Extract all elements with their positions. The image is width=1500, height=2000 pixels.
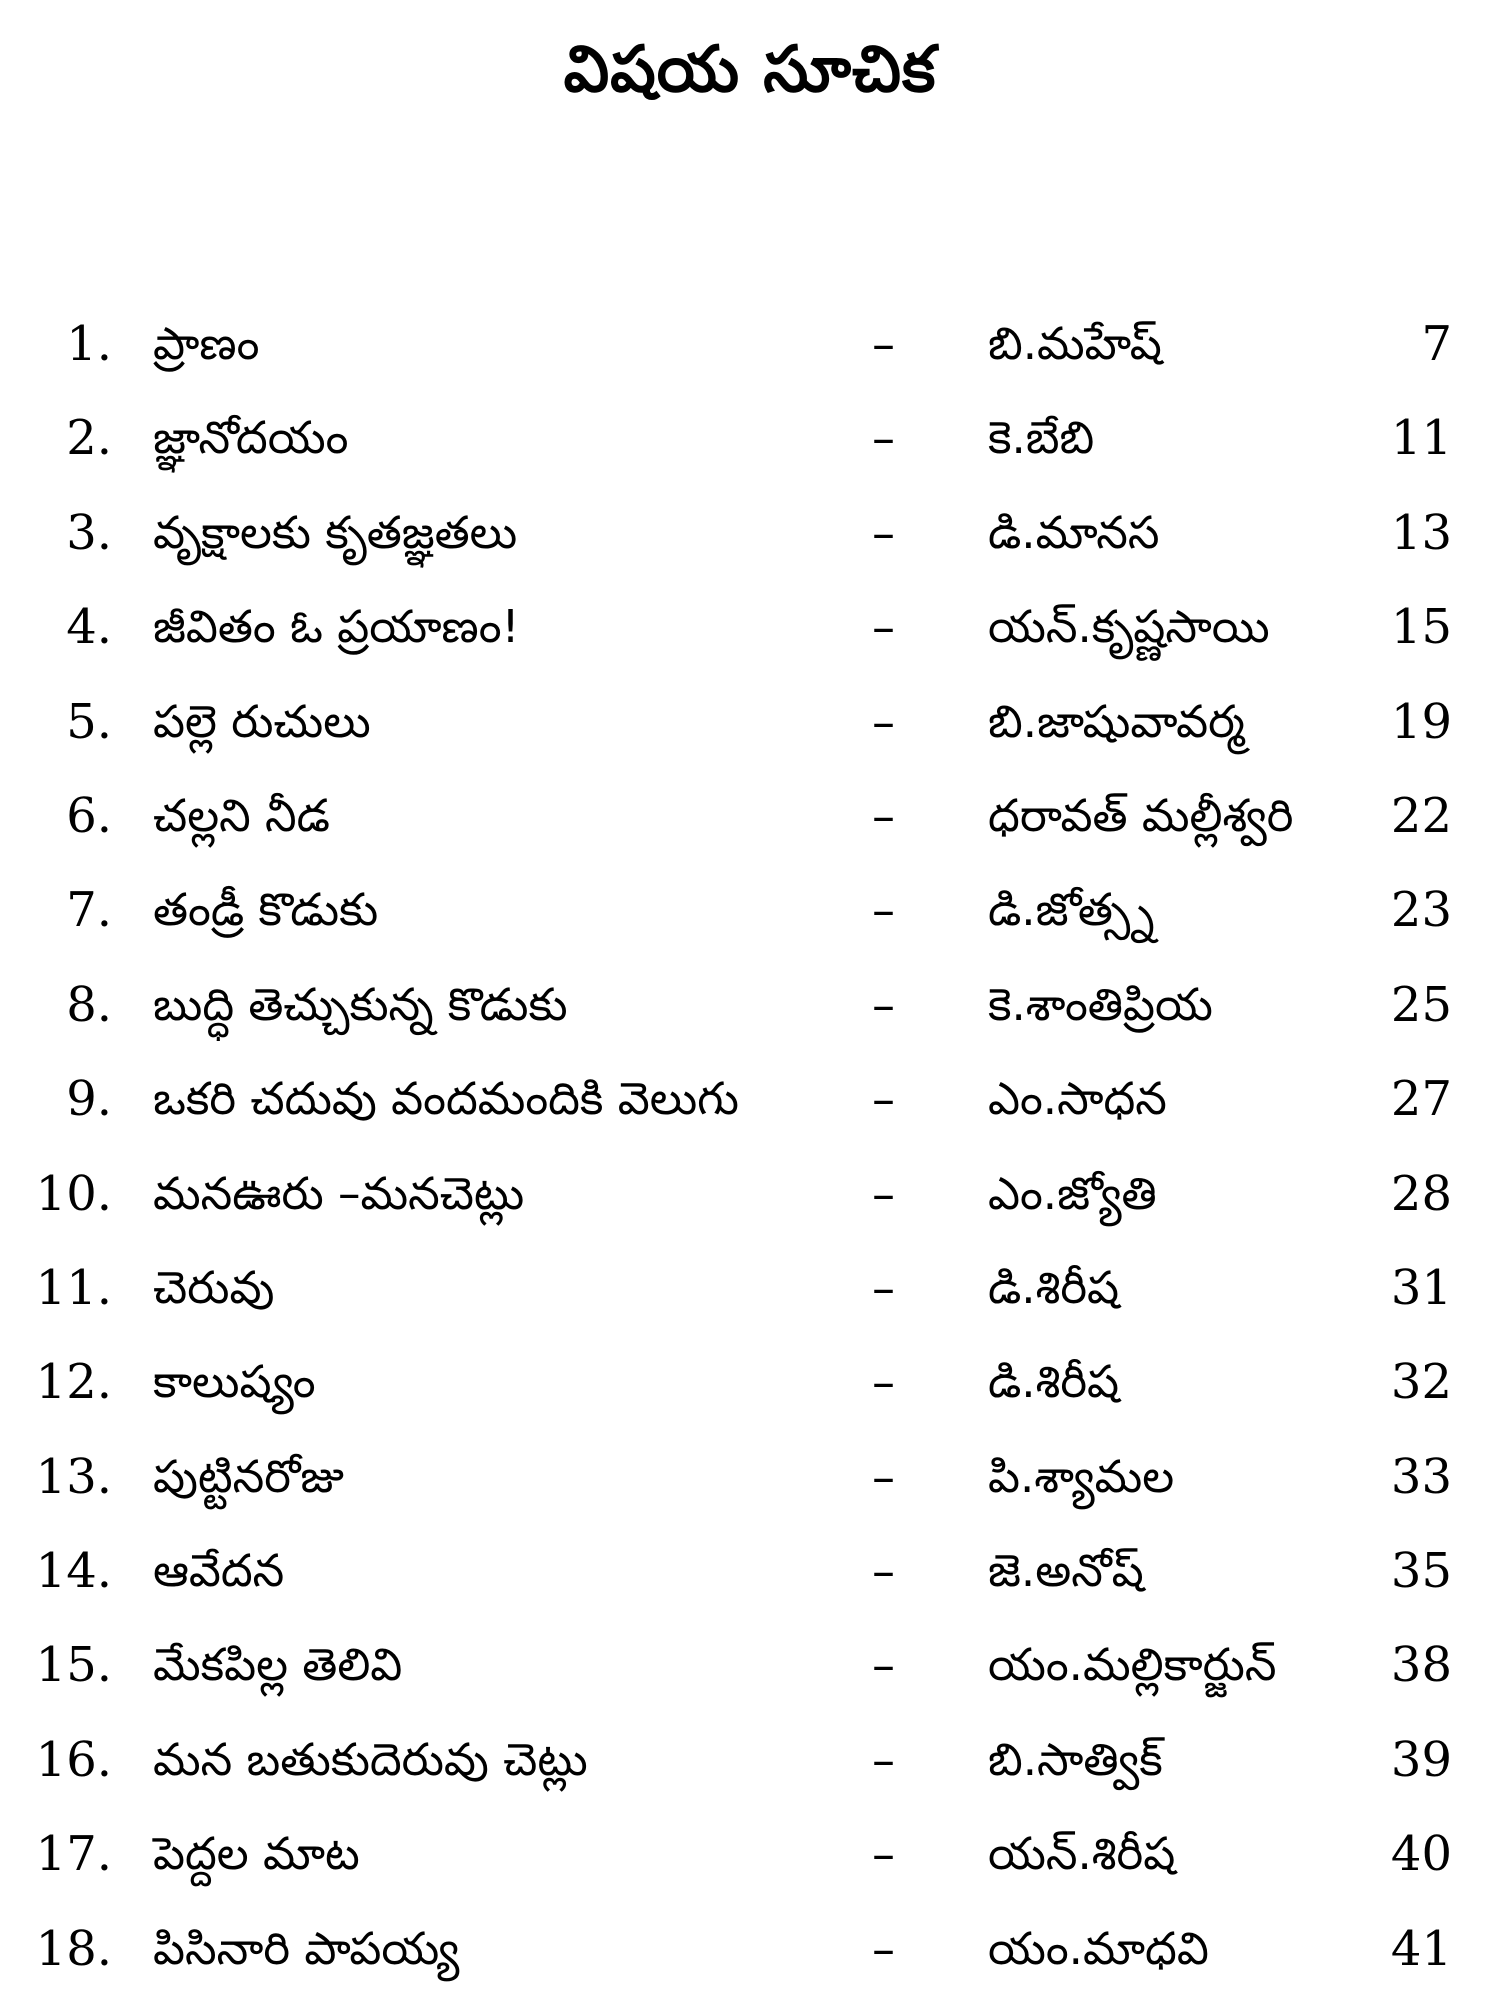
toc-entry [0,486,1500,580]
entry-page-number: 22 [1390,787,1452,844]
entry-page-number: 35 [1390,1543,1452,1600]
entry-number: 7. [66,882,112,939]
entry-author: డి.జోత్స్న [988,883,1155,937]
entry-separator-dash: – [872,1732,895,1787]
toc-entry [0,1430,1500,1524]
entry-separator-dash: – [872,977,895,1032]
entry-number: 8. [66,976,112,1033]
entry-page-number: 19 [1390,693,1452,750]
entry-page-number: 31 [1390,1259,1452,1316]
entry-page-number: 41 [1390,1920,1452,1977]
entry-author: పి.శ్యామల [988,1449,1175,1503]
entry-page-number: 40 [1390,1826,1452,1883]
entry-title: బుద్ధి తెచ్చుకున్న కొడుకు [153,977,568,1031]
entry-page-number: 7 [1421,316,1452,372]
toc-entry [0,1335,1500,1429]
entry-number: 4. [66,599,112,656]
entry-title: పల్లె రుచులు [153,694,371,748]
entry-page-number: 33 [1390,1448,1452,1505]
entry-title: తండ్రీ కొడుకు [153,883,379,937]
toc-entry [0,1902,1500,1996]
toc-entry [0,1713,1500,1807]
entry-separator-dash: – [872,1260,895,1315]
entry-author: యం.మల్లికార్జున్ [988,1638,1277,1692]
entry-author: బి.జాషువావర్మ [988,694,1245,748]
entry-separator-dash: – [872,505,895,560]
toc-entry [0,675,1500,769]
entry-separator-dash: – [872,788,895,843]
entry-number: 12. [35,1354,112,1411]
entry-separator-dash: – [872,600,895,655]
entry-number: 17. [35,1826,112,1883]
entry-title: పిసినారి పాపయ్య [153,1921,460,1975]
entry-author: డి.మానస [988,505,1160,559]
entry-author: ఎం.జ్యోతి [988,1166,1157,1220]
entry-author: జె.అనోష్ [988,1544,1144,1598]
entry-title: మనఊరు –మనచెట్లు [153,1166,525,1220]
entry-page-number: 11 [1390,410,1452,467]
entry-separator-dash: – [872,411,895,466]
entry-title: చల్లని నీడ [153,788,330,842]
entry-page-number: 13 [1390,504,1452,561]
entry-author: కె.బేబి [988,411,1095,465]
entry-author: ధరావత్ మల్లీశ్వరి [988,788,1294,842]
entry-author: డి.శిరీష [988,1355,1120,1409]
entry-page-number: 27 [1390,1071,1452,1128]
entry-separator-dash: – [872,1827,895,1882]
entry-author: బి.మహేష్ [988,317,1162,370]
entry-page-number: 28 [1390,1165,1452,1222]
toc-entry [0,297,1500,391]
entry-page-number: 15 [1390,599,1452,656]
entry-title: జ్ఞానోదయం [153,411,349,465]
entry-page-number: 39 [1390,1731,1452,1788]
entry-number: 6. [66,787,112,844]
entry-title: మేకపిల్ల తెలివి [153,1638,403,1692]
entry-number: 2. [66,410,112,467]
entry-separator-dash: – [872,1449,895,1504]
entry-number: 11. [35,1259,112,1316]
entry-author: కె.శాంతిప్రియ [988,977,1213,1031]
entry-separator-dash: – [872,1355,895,1410]
entry-author: యన్.కృష్ణసాయి [988,600,1270,654]
entry-page-number: 23 [1390,882,1452,939]
entry-number: 18. [35,1920,112,1977]
entry-author: బి.సాత్విక్ [988,1732,1163,1786]
entry-number: 13. [35,1448,112,1505]
toc-entry [0,391,1500,485]
toc-entry [0,1052,1500,1146]
entry-author: యం.మాధవి [988,1921,1209,1975]
toc-entry [0,1147,1500,1241]
entry-title: చెరువు [153,1260,275,1314]
entry-title: పుట్టినరోజు [153,1449,344,1503]
entry-title: ఒకరి చదువు వందమందికి వెలుగు [153,1072,739,1126]
entry-separator-dash: – [872,1166,895,1221]
toc-entry [0,1618,1500,1712]
entry-separator-dash: – [872,1921,895,1976]
entry-separator-dash: – [872,317,895,371]
entry-page-number: 25 [1390,976,1452,1033]
entry-number: 14. [35,1543,112,1600]
toc-entry [0,580,1500,674]
entry-title: ఆవేదన [153,1544,285,1598]
entry-page-number: 38 [1390,1637,1452,1694]
entry-title: ప్రాణం [153,317,260,370]
entry-number: 9. [66,1071,112,1128]
entry-number: 16. [35,1731,112,1788]
toc-entry [0,769,1500,863]
entry-page-number: 32 [1390,1354,1452,1411]
entry-separator-dash: – [872,1072,895,1127]
entry-title: జీవితం ఓ ప్రయాణం! [153,600,520,654]
entry-number: 3. [66,504,112,561]
entry-separator-dash: – [872,694,895,749]
page-title: విషయ సూచిక [563,33,937,107]
entry-separator-dash: – [872,1638,895,1693]
entry-title: కాలుష్యం [153,1355,316,1409]
entry-number: 15. [35,1637,112,1694]
toc-entry [0,958,1500,1052]
entry-separator-dash: – [872,883,895,938]
entry-author: యన్.శిరీష [988,1827,1176,1881]
entry-author: ఎం.సాధన [988,1072,1167,1126]
entry-title: వృక్షాలకు కృతజ్ఞతలు [153,505,518,559]
entry-number: 1. [66,316,112,372]
toc-entry [0,1241,1500,1335]
entry-number: 10. [35,1165,112,1222]
entry-number: 5. [66,693,112,750]
toc-entry [0,1524,1500,1618]
toc-list [0,297,1500,1996]
entry-separator-dash: – [872,1544,895,1599]
entry-title: మన బతుకుదెరువు చెట్లు [153,1732,588,1786]
toc-entry [0,863,1500,957]
entry-author: డి.శిరీష [988,1260,1120,1314]
entry-title: పెద్దల మాట [153,1827,360,1881]
toc-entry [0,1807,1500,1901]
